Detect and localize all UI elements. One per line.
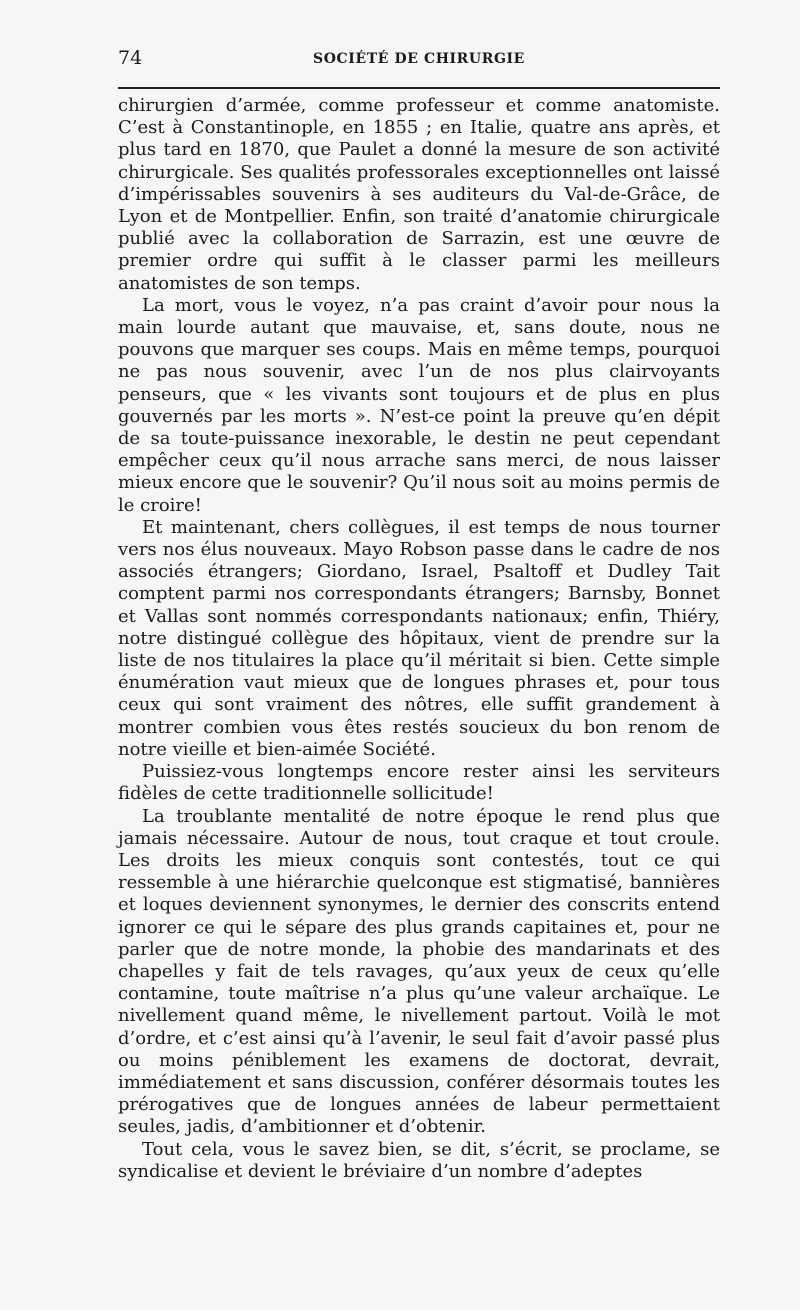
paragraph: Et maintenant, chers collègues, il est temps de nous tourner vers nos élus nouveaux. Mayo Robson passe dans le cadre de nos associés étrangers; Giordano, Israel, Psaltoff et Dudley Tait comptent parmi nos correspondants étrangers; Barnsby, Bonnet et Vallas sont nommés correspondants nationaux; enfin, Thiéry, notre distingué collègue des hôpitaux, vient de prendre sur la liste de nos titulaires la place qu’il méritait si bien. Cette simple énumération vaut mieux que de longues phrases et, pour tous ceux qui sont vraiment des nôtres, elle suffit grandement à montrer combien vous êtes restés soucieux du bon renom de notre vieille et bien-aimée Société. <box>118 516 720 760</box>
body-text <box>118 95 720 1183</box>
paragraph: Tout cela, vous le savez bien, se dit, s’écrit, se proclame, se syndicalise et devient le bréviaire d’un nombre d’adeptes <box>118 1138 720 1182</box>
running-head: SOCIÉTÉ DE CHIRURGIE <box>313 51 525 67</box>
paragraph: La mort, vous le voyez, n’a pas craint d’avoir pour nous la main lourde autant que mauvaise, et, sans doute, nous ne pouvons que marquer ses coups. Mais en même temps, pourquoi ne pas nous souvenir, avec l’un de nos plus clairvoyants penseurs, que « les vivants sont toujours et de plus en plus gouvernés par les morts ». N’est-ce point la preuve qu’en dépit de sa toute-puissance inexorable, le destin ne peut cependant empêcher ceux qu’il nous arrache sans merci, de nous laisser mieux encore que le souvenir? Qu’il nous soit au moins permis de le croire! <box>118 294 720 516</box>
paragraph: Puissiez-vous longtemps encore rester ainsi les serviteurs fidèles de cette traditionnelle sollicitude! <box>118 761 720 805</box>
header-rule <box>118 87 720 89</box>
paragraph: La troublante mentalité de notre époque le rend plus que jamais nécessaire. Autour de nous, tout craque et tout croule. Les droits les mieux conquis sont contestés, tout ce qui ressemble à une hiérarchie quelconque est stigmatisé, bannières et loques deviennent synonymes, le dernier des conscrits entend ignorer ce qui le sépare des plus grands capitaines et, pour ne parler que de notre monde, la phobie des mandarinats et des chapelles y fait de tels ravages, qu’aux yeux de ceux qu’elle contamine, toute maîtrise n’a plus qu’une valeur archaïque. Le nivellement quand même, le nivellement partout. Voilà le mot d’ordre, et c’est ainsi qu’à l’avenir, le seul fait d’avoir passé plus ou moins péniblement les examens de doctorat, devrait, immédiatement et sans discussion, conférer désormais toutes les prérogatives que de longues années de labeur permettaient seules, jadis, d’ambitionner et d’obtenir. <box>118 805 720 1138</box>
page-number: 74 <box>118 47 143 69</box>
paragraph-continuation: chirurgien d’armée, comme professeur et comme anatomiste. C’est à Constantinople, en 1855 ; en Italie, quatre ans après, et plus tard en 1870, que Paulet a donné la mesure de son activité chirurgicale. Ses qualités professorales exceptionnelles ont laissé d’impérissables souvenirs à ses auditeurs du Val-de-Grâce, de Lyon et de Montpellier. Enfin, son traité d’anatomie chirurgicale publié avec la collaboration de Sarrazin, est une œuvre de premier ordre qui suffit à le classer parmi les meilleurs anatomistes de son temps. <box>118 95 720 294</box>
page-header <box>118 47 720 73</box>
